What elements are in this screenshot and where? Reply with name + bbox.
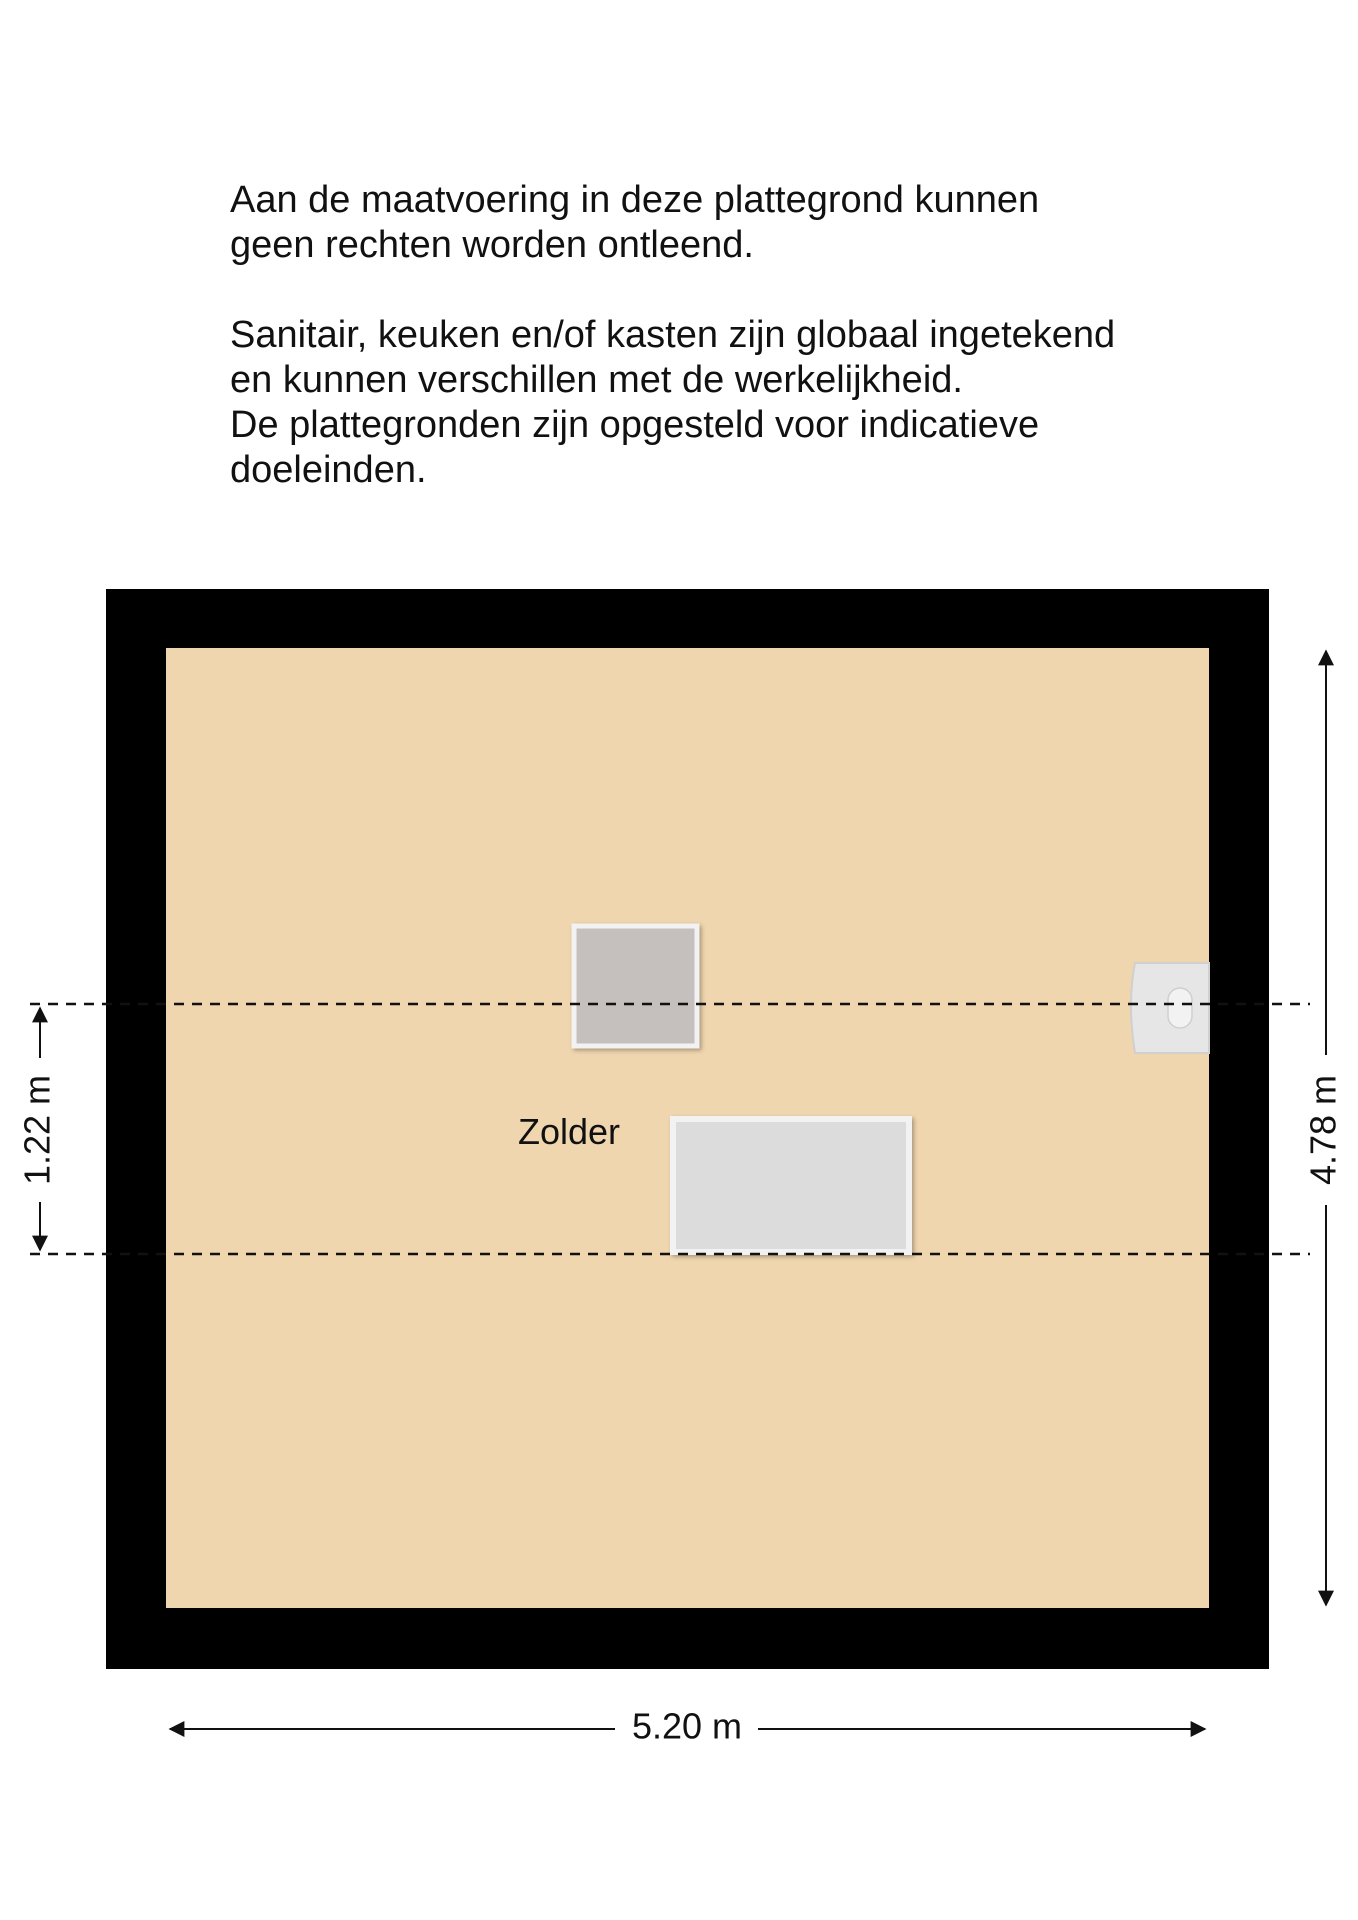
chimney-detail [1168, 988, 1192, 1028]
disclaimer-paragraph-2: Sanitair, keuken en/of kasten zijn globaal ingetekend en kunnen verschillen met de werkelijkheid. De plattegronden zijn opgesteld voor indicatieve doeleinden. [230, 314, 1116, 491]
room-label: Zolder [517, 1111, 621, 1152]
skylight-large [673, 1119, 909, 1252]
disclaimer-paragraph-1: Aan de maatvoering in deze plattegrond kunnen geen rechten worden ontleend. [230, 179, 1040, 266]
width-label: 5.20 m [631, 1705, 743, 1747]
depth-label: 4.78 m [1302, 1074, 1344, 1186]
headroom-label: 1.22 m [16, 1074, 58, 1186]
skylight-small [574, 926, 697, 1046]
